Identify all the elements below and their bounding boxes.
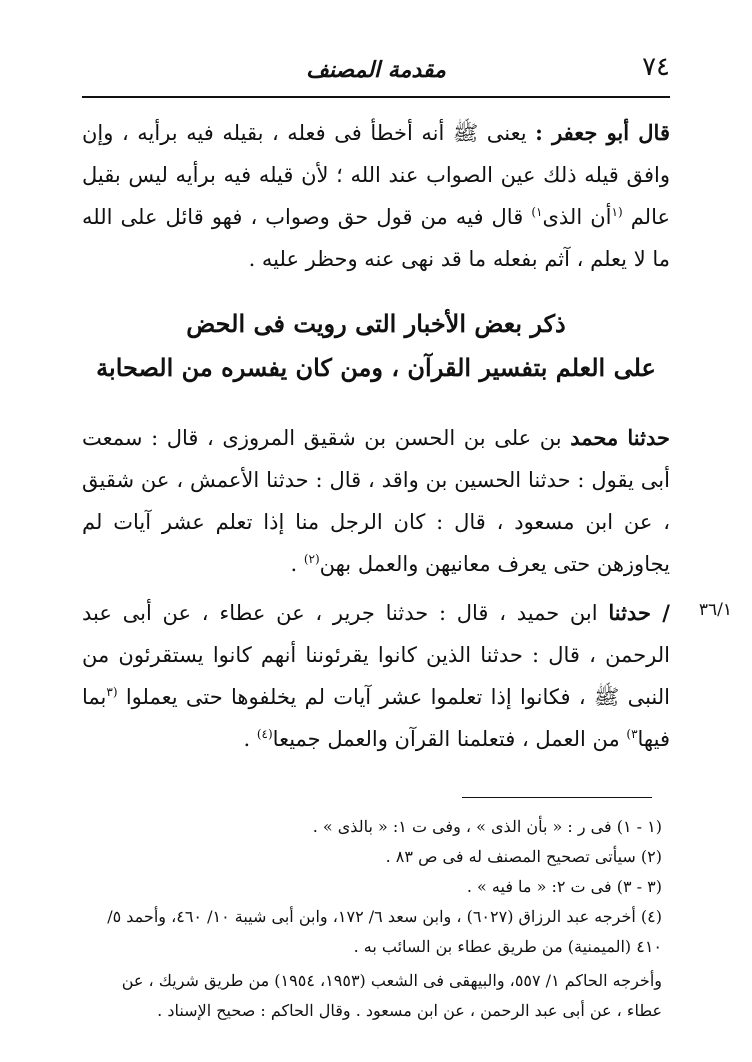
- footnote-marker: (١: [611, 205, 623, 219]
- paragraph-text: بن على بن الحسن بن شقيق المروزى ، قال : سمعت أبى يقول : حدثنا الحسين بن واقد ، قال : حدثنا الأعمش ، عن شقيق ، عن ابن مسعود ، قال : كان الرجل منا إذا تعلم عشر آيات لم يجاوزهن حتى يعرف معانيهن والعمل بهن: [82, 426, 670, 576]
- paragraph-3: [82, 592, 670, 760]
- section-title-line-1: ذكر بعض الأخبار التى رويت فى الحض: [186, 309, 566, 338]
- footnote-divider: [462, 797, 652, 798]
- footnote: (٣ - ٣) فى ت ٢: « ما فيه » .: [466, 877, 662, 896]
- paragraph-1: [82, 112, 670, 280]
- paragraph-text: أن الذى: [542, 205, 612, 229]
- page-header: [82, 50, 670, 98]
- footnote-marker: (٢): [303, 552, 320, 566]
- paragraph-lead: قال أبو جعفر :: [535, 120, 670, 145]
- paragraph-text: من العمل ، فتعلمنا القرآن والعمل جميعا: [272, 727, 627, 751]
- footnote: (١ - ١) فى ر : « بأن الذى » ، وفى ت ١: « بالذى » .: [312, 817, 662, 836]
- paragraph-text: يعنى ﷺ أنه أخطأ فى فعله ، بقيله فيه برأيه ، وإن وافق قيله ذلك عين الصواب عند الله ؛ لأن قيله فيه برأيه ليس بقيل عالم: [82, 121, 670, 229]
- paragraph-end: .: [243, 727, 257, 751]
- paragraph-text: ابن حميد ، قال : حدثنا جرير ، عن عطاء ، عن أبى عبد الرحمن ، قال : حدثنا الذين كانوا يقرئوننا أنهم كانوا يستقرئون من النبى ﷺ ، فكانوا إذا تعلموا عشر آيات لم يخلفوها حتى يعملوا: [82, 601, 670, 709]
- footnote-marker: ٣): [626, 727, 638, 741]
- footnote-marker: (٣: [106, 685, 118, 699]
- footnote: (٢) سيأتى تصحيح المصنف له فى ص ٨٣ .: [385, 847, 662, 866]
- running-head: مقدمة المصنف: [306, 57, 446, 83]
- section-title-line-2: على العلم بتفسير القرآن ، ومن كان يفسره من الصحابة: [96, 353, 656, 382]
- paragraph-lead: حدثنا محمد: [570, 425, 670, 450]
- footnotes: [82, 812, 662, 1026]
- paragraph-text: قال فيه من قول حق وصواب ، فهو قائل على الله ما لا يعلم ، آثم بفعله ما قد نهى عنه وحظر عليه .: [82, 205, 670, 271]
- section-title: [82, 302, 670, 390]
- paragraph-text: بما فيها: [82, 685, 670, 751]
- paragraph-end: .: [290, 552, 304, 576]
- paragraph-2: [82, 417, 670, 585]
- paragraph-lead: / حدثنا: [608, 600, 670, 625]
- page-number: ٧٤: [642, 52, 670, 82]
- margin-volume-reference: ٣٦/١: [698, 600, 732, 620]
- footnote: (٤) أخرجه عبد الرزاق (٦٠٢٧) ، وابن سعد ٦/ ١٧٢، وابن أبى شيبة ١٠/ ٤٦٠، وأحمد ٥/ ٤١٠ (الميمنية) من طريق عطاء بن السائب به .: [107, 907, 662, 956]
- footnote-marker: (٤): [256, 727, 273, 741]
- footnote: وأخرجه الحاكم ١/ ٥٥٧، والبيهقى فى الشعب (١٩٥٣، ١٩٥٤) من طريق شريك ، عن عطاء ، عن أبى عبد الرحمن ، عن ابن مسعود . وقال الحاكم : صحيح الإسناد .: [121, 971, 662, 1020]
- footnote-marker: ١): [531, 205, 543, 219]
